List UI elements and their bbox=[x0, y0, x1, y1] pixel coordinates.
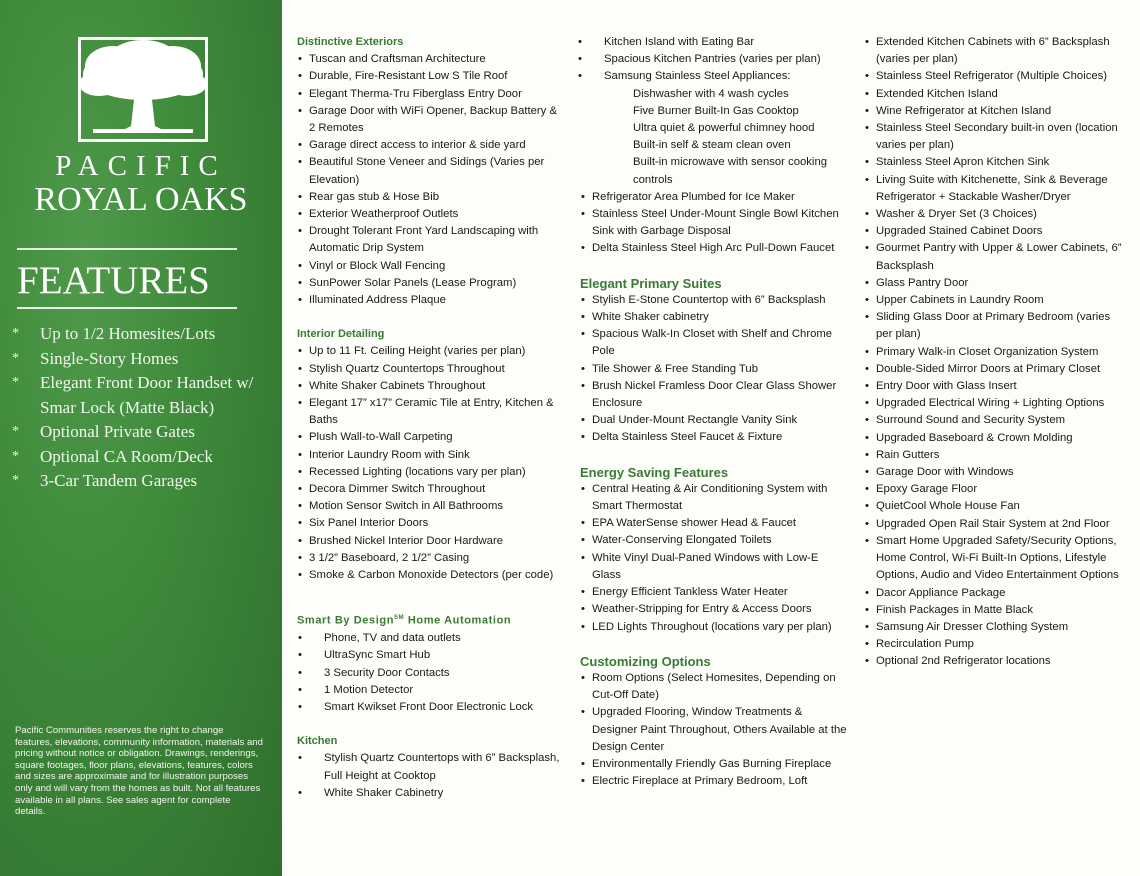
list-item: • Stylish E-Stone Countertop with 6” Backsplash bbox=[580, 292, 850, 309]
list-item: • Optional 2nd Refrigerator locations bbox=[864, 653, 1126, 670]
asterisk-icon: * bbox=[12, 448, 19, 464]
list-item: • Samsung Air Dresser Clothing System bbox=[864, 619, 1126, 636]
list-item: • LED Lights Throughout (locations vary per plan) bbox=[580, 619, 850, 636]
highlight-text: Single-Story Homes bbox=[40, 348, 179, 368]
list-item: • Washer & Dryer Set (3 Choices) bbox=[864, 206, 1126, 223]
list-item: • Interior Laundry Room with Sink bbox=[297, 447, 565, 464]
list-item: • Samsung Stainless Steel Appliances: bbox=[577, 68, 850, 85]
list-item: • Phone, TV and data outlets bbox=[297, 630, 565, 647]
list-item: • Stainless Steel Under-Mount Single Bowl Kitchen Sink with Garbage Disposal bbox=[580, 206, 850, 240]
list-item: • Stainless Steel Refrigerator (Multiple Choices) bbox=[864, 68, 1126, 85]
list-item: • Rain Gutters bbox=[864, 447, 1126, 464]
list-item: • Up to 11 Ft. Ceiling Height (varies per plan) bbox=[297, 343, 565, 360]
smart-title-sup: SM bbox=[394, 615, 405, 622]
oak-tree-icon bbox=[73, 36, 213, 141]
list-item: • Epoxy Garage Floor bbox=[864, 481, 1126, 498]
list-item: • Rear gas stub & Hose Bib bbox=[297, 189, 565, 206]
section-title-smart bbox=[297, 610, 565, 630]
list-item: • Weather-Stripping for Entry & Access Doors bbox=[580, 601, 850, 618]
list-item: • Durable, Fire-Resistant Low S Tile Roof bbox=[297, 68, 565, 85]
list-item: • Upgraded Flooring, Window Treatments & Designer Paint Throughout, Others Available at the Design Center bbox=[580, 704, 850, 756]
list-item: • Central Heating & Air Conditioning System with Smart Thermostat bbox=[580, 481, 850, 515]
list-item: • Upper Cabinets in Laundry Room bbox=[864, 292, 1126, 309]
list-item: • Illuminated Address Plaque bbox=[297, 292, 565, 309]
list-item: Dishwasher with 4 wash cycles bbox=[633, 87, 789, 100]
list-item: • Finish Packages in Matte Black bbox=[864, 602, 1126, 619]
list-kitchen-bottom bbox=[580, 189, 850, 258]
list-item: • Delta Stainless Steel High Arc Pull-Down Faucet bbox=[580, 240, 850, 257]
list-item: • Stainless Steel Apron Kitchen Sink bbox=[864, 154, 1126, 171]
disclaimer: Pacific Communities reserves the right to change features, elevations, community information, materials and pricing without notice or obligation. Drawings, renderings, square footages, floor plans, elevations, features, colors and sizes are approximate and for illustration purposes only and will vary from the homes as built. Not all features available in all plans. See sales agent for complete details. bbox=[15, 725, 263, 818]
oak-tree-logo bbox=[78, 37, 208, 142]
list-item: Five Burner Built-In Gas Cooktop bbox=[633, 104, 799, 117]
list-item: • Wine Refrigerator at Kitchen Island bbox=[864, 103, 1126, 120]
list-item: • Smoke & Carbon Monoxide Detectors (per code) bbox=[297, 567, 565, 584]
list-item: • Double-Sided Mirror Doors at Primary Closet bbox=[864, 361, 1126, 378]
list-item: • Smart Kwikset Front Door Electronic Lock bbox=[297, 699, 565, 716]
list-item: • Spacious Kitchen Pantries (varies per plan) bbox=[577, 51, 850, 68]
column-1 bbox=[297, 34, 565, 802]
list-item: • UltraSync Smart Hub bbox=[297, 647, 565, 664]
features-title: FEATURES bbox=[17, 259, 210, 302]
list-item: • Vinyl or Block Wall Fencing bbox=[297, 258, 565, 275]
list-primary bbox=[580, 292, 850, 447]
highlight-item bbox=[12, 322, 274, 347]
list-item: • Glass Pantry Door bbox=[864, 275, 1126, 292]
list-item: • Recessed Lighting (locations vary per plan) bbox=[297, 464, 565, 481]
list-item: • Garage Door with Windows bbox=[864, 464, 1126, 481]
list-item: • Stylish Quartz Countertops with 6” Backsplash, Full Height at Cooktop bbox=[297, 750, 565, 784]
list-item: • Drought Tolerant Front Yard Landscaping with Automatic Drip System bbox=[297, 223, 565, 257]
list-item: • Living Suite with Kitchenette, Sink & Beverage Refrigerator + Stackable Washer/Dryer bbox=[864, 172, 1126, 206]
list-item: Built-in self & steam clean oven bbox=[633, 139, 791, 152]
highlight-text: Elegant Front Door Handset w/ Smar Lock (Matte Black) bbox=[40, 373, 254, 417]
list-item: • Extended Kitchen Cabinets with 6” Backsplash (varies per plan) bbox=[864, 34, 1126, 68]
list-item: • Upgraded Open Rail Stair System at 2nd Floor bbox=[864, 516, 1126, 533]
list-item: • White Vinyl Dual-Paned Windows with Low-E Glass bbox=[580, 550, 850, 584]
highlight-item bbox=[12, 347, 274, 372]
list-item: • Upgraded Electrical Wiring + Lighting Options bbox=[864, 395, 1126, 412]
highlights-list bbox=[12, 322, 274, 494]
asterisk-icon: * bbox=[12, 326, 19, 341]
list-item: • White Shaker cabinetry bbox=[580, 309, 850, 326]
highlight-text: Optional CA Room/Deck bbox=[40, 446, 213, 466]
asterisk-icon: * bbox=[12, 424, 19, 439]
list-energy bbox=[580, 481, 850, 636]
list-item: • Entry Door with Glass Insert bbox=[864, 378, 1126, 395]
highlight-item bbox=[12, 420, 274, 445]
list-item: • Environmentally Friendly Gas Burning Fireplace bbox=[580, 756, 850, 773]
column-2 bbox=[580, 34, 850, 790]
highlight-item bbox=[12, 445, 274, 470]
list-item: • Plush Wall-to-Wall Carpeting bbox=[297, 429, 565, 446]
asterisk-icon: * bbox=[12, 350, 19, 366]
list-item: • Elegant Therma-Tru Fiberglass Entry Door bbox=[297, 86, 565, 103]
list-item: • White Shaker Cabinetry bbox=[297, 785, 565, 802]
list-customizing bbox=[580, 670, 850, 790]
list-item: • Extended Kitchen Island bbox=[864, 86, 1126, 103]
brand-line-2: ROYAL OAKS bbox=[34, 181, 248, 218]
sidebar-panel bbox=[0, 0, 282, 876]
list-item: • Surround Sound and Security System bbox=[864, 412, 1126, 429]
list-item: • Motion Sensor Switch in All Bathrooms bbox=[297, 498, 565, 515]
list-item: • Recirculation Pump bbox=[864, 636, 1126, 653]
column-3 bbox=[864, 34, 1126, 671]
highlight-item bbox=[12, 371, 274, 420]
asterisk-icon: * bbox=[12, 473, 19, 488]
list-item: Ultra quiet & powerful chimney hood bbox=[633, 122, 815, 135]
list-appliances bbox=[580, 86, 850, 189]
list-item: • Dual Under-Mount Rectangle Vanity Sink bbox=[580, 412, 850, 429]
list-item: • White Shaker Cabinets Throughout bbox=[297, 378, 565, 395]
list-kitchen bbox=[297, 750, 565, 802]
list-item: • SunPower Solar Panels (Lease Program) bbox=[297, 275, 565, 292]
section-title-energy: Energy Saving Features bbox=[580, 464, 729, 480]
highlight-text: Optional Private Gates bbox=[40, 422, 195, 441]
list-item: • 1 Motion Detector bbox=[297, 682, 565, 699]
list-item: • Stylish Quartz Countertops Throughout bbox=[297, 361, 565, 378]
smart-title-main: Smart By Design bbox=[297, 614, 395, 627]
list-item: • Dacor Appliance Package bbox=[864, 585, 1126, 602]
list-item: • Decora Dimmer Switch Throughout bbox=[297, 481, 565, 498]
list-interior bbox=[297, 343, 565, 584]
list-item: • 3 1/2” Baseboard, 2 1/2” Casing bbox=[297, 550, 565, 567]
list-item: • Upgraded Stained Cabinet Doors bbox=[864, 223, 1126, 240]
list-item: • Upgraded Baseboard & Crown Molding bbox=[864, 430, 1126, 447]
section-title-interior: Interior Detailing bbox=[297, 328, 385, 341]
list-options bbox=[864, 34, 1126, 671]
list-item: • Gourmet Pantry with Upper & Lower Cabinets, 6” Backsplash bbox=[864, 240, 1126, 274]
list-item: • Stainless Steel Secondary built-in oven (location varies per plan) bbox=[864, 120, 1126, 154]
highlight-text: Up to 1/2 Homesites/Lots bbox=[40, 324, 216, 343]
list-smart bbox=[297, 630, 565, 716]
list-item: • Tuscan and Craftsman Architecture bbox=[297, 51, 565, 68]
list-item: • Smart Home Upgraded Safety/Security Options, Home Control, Wi-Fi Built-In Options, Lifestyle Options, Audio and Video Entertainment Options bbox=[864, 533, 1126, 585]
section-title-primary: Elegant Primary Suites bbox=[580, 275, 722, 291]
list-item: • Energy Efficient Tankless Water Heater bbox=[580, 584, 850, 601]
smart-title-rest: Home Automation bbox=[404, 614, 512, 627]
list-item: • Elegant 17” x17” Ceramic Tile at Entry, Kitchen & Baths bbox=[297, 395, 565, 429]
list-item: • Six Panel Interior Doors bbox=[297, 515, 565, 532]
list-item: • Garage direct access to interior & side yard bbox=[297, 137, 565, 154]
highlight-item bbox=[12, 469, 274, 494]
list-exteriors bbox=[297, 51, 565, 309]
section-title-kitchen: Kitchen bbox=[297, 735, 338, 748]
list-item: • Room Options (Select Homesites, Depending on Cut-Off Date) bbox=[580, 670, 850, 704]
list-item: • Electric Fireplace at Primary Bedroom, Loft bbox=[580, 773, 850, 790]
list-item: • Sliding Glass Door at Primary Bedroom (varies per plan) bbox=[864, 309, 1126, 343]
list-item: • Garage Door with WiFi Opener, Backup Battery & 2 Remotes bbox=[297, 103, 565, 137]
list-item: • Beautiful Stone Veneer and Sidings (Varies per Elevation) bbox=[297, 154, 565, 188]
list-item: • Exterior Weatherproof Outlets bbox=[297, 206, 565, 223]
list-item: • Tile Shower & Free Standing Tub bbox=[580, 361, 850, 378]
list-item: Built-in microwave with sensor cooking controls bbox=[633, 156, 828, 186]
list-item: • Spacious Walk-In Closet with Shelf and Chrome Pole bbox=[580, 326, 850, 360]
divider-bottom bbox=[17, 307, 237, 309]
list-item: • Primary Walk-in Closet Organization System bbox=[864, 344, 1126, 361]
list-item: • QuietCool Whole House Fan bbox=[864, 498, 1126, 515]
list-item: • EPA WaterSense shower Head & Faucet bbox=[580, 515, 850, 532]
list-item: • 3 Security Door Contacts bbox=[297, 665, 565, 682]
highlight-text: 3-Car Tandem Garages bbox=[40, 471, 198, 490]
divider-top bbox=[17, 248, 237, 250]
brand-line-1: PACIFIC bbox=[55, 150, 227, 182]
section-title-customizing: Customizing Options bbox=[580, 653, 711, 669]
list-kitchen-cont bbox=[577, 34, 850, 86]
list-item: • Brushed Nickel Interior Door Hardware bbox=[297, 533, 565, 550]
list-item: • Water-Conserving Elongated Toilets bbox=[580, 532, 850, 549]
list-item: • Brush Nickel Framless Door Clear Glass Shower Enclosure bbox=[580, 378, 850, 412]
list-item: • Kitchen Island with Eating Bar bbox=[577, 34, 850, 51]
section-title-exteriors: Distinctive Exteriors bbox=[297, 36, 404, 48]
list-item: • Delta Stainless Steel Faucet & Fixture bbox=[580, 429, 850, 446]
list-item: • Refrigerator Area Plumbed for Ice Maker bbox=[580, 189, 850, 206]
asterisk-icon: * bbox=[12, 375, 19, 390]
